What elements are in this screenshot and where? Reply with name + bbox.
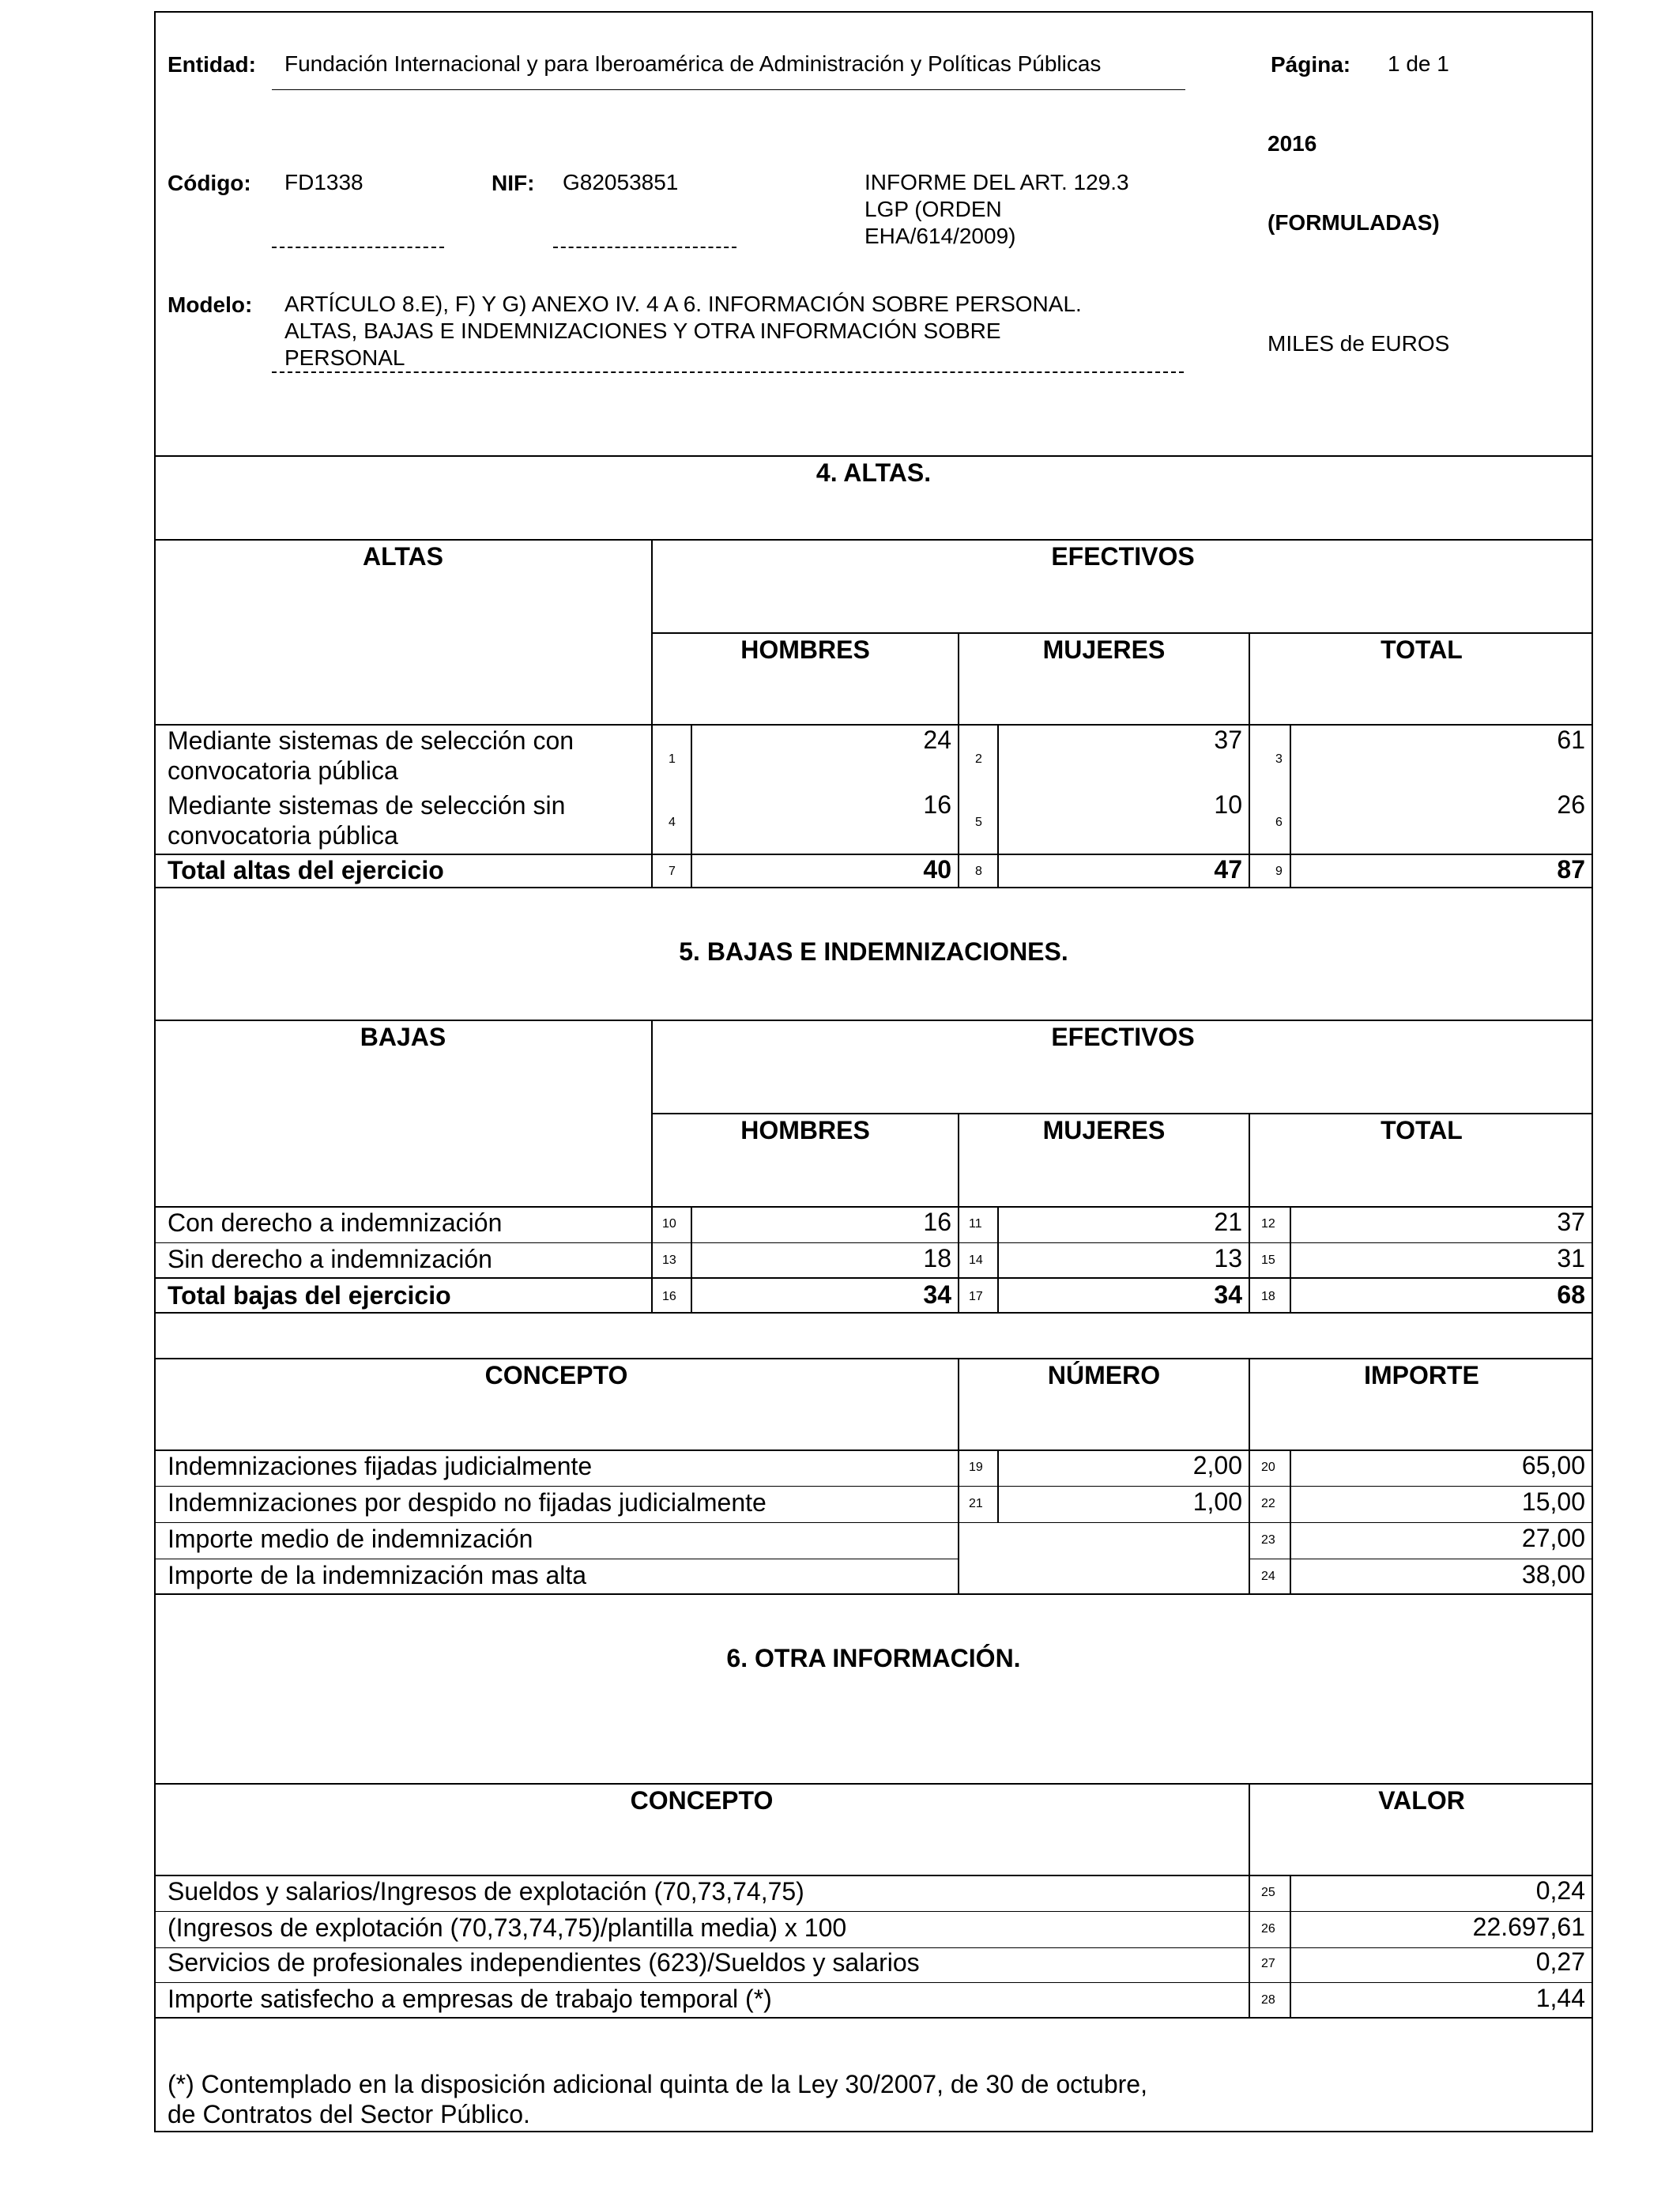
altas-mujeres-value: 10 xyxy=(1214,790,1242,819)
bajas-mujeres-value: 13 xyxy=(1214,1244,1242,1272)
indemn-numero-value: 2,00 xyxy=(1192,1451,1242,1480)
codigo-underline xyxy=(272,247,444,248)
otra-valor-value: 22.697,61 xyxy=(1472,1913,1585,1941)
section-title-bajas: 5. BAJAS E INDEMNIZACIONES. xyxy=(679,937,1068,966)
cell-code: 22 xyxy=(1261,1497,1275,1510)
cell-code: 12 xyxy=(1261,1217,1275,1231)
col-divider xyxy=(1249,1358,1250,1595)
otra-concepto-header: CONCEPTO xyxy=(630,1786,774,1815)
informe-line1: INFORME DEL ART. 129.3 xyxy=(864,170,1129,194)
modelo-line2: ALTAS, BAJAS E INDEMNIZACIONES Y OTRA INFORMACIÓN SOBRE xyxy=(284,319,1001,343)
cell-code: 24 xyxy=(1261,1570,1275,1583)
entidad-value: Fundación Internacional y para Iberoamérica de Administración y Políticas Públicas xyxy=(284,51,1102,76)
modelo-line1: ARTÍCULO 8.E), F) Y G) ANEXO IV. 4 A 6. INFORMACIÓN SOBRE PERSONAL. xyxy=(284,292,1082,316)
col-divider xyxy=(1249,1783,1250,2019)
otra-row-label: Servicios de profesionales independientes (623)/Sueldos y salarios xyxy=(168,1948,920,1977)
altas-row-label: Mediante sistemas de selección con xyxy=(168,726,574,755)
indemn-row-label: Importe medio de indemnización xyxy=(168,1525,533,1553)
indemn-numero-value: 1,00 xyxy=(1192,1487,1242,1516)
indemn-importe-value: 27,00 xyxy=(1521,1524,1585,1552)
col-divider xyxy=(651,1020,653,1314)
code-divider xyxy=(691,724,692,888)
divider xyxy=(651,632,1593,634)
nif-underline xyxy=(553,247,736,248)
col-divider xyxy=(1249,724,1250,888)
cell-code: 10 xyxy=(662,1217,676,1231)
cell-code: 25 xyxy=(1261,1886,1275,1899)
bajas-hombres-value: 18 xyxy=(923,1244,951,1272)
cell-code: 1 xyxy=(669,752,676,766)
bajas-col-label: BAJAS xyxy=(360,1023,446,1051)
indemn-importe-header: IMPORTE xyxy=(1364,1361,1479,1389)
altas-hombres-total: 40 xyxy=(923,855,951,884)
bajas-total-value: 31 xyxy=(1557,1244,1585,1272)
codigo-label: Código: xyxy=(168,171,251,195)
code-divider xyxy=(997,1206,999,1314)
indemn-row-label: Indemnizaciones fijadas judicialmente xyxy=(168,1452,593,1480)
altas-col-label: ALTAS xyxy=(363,542,443,571)
altas-row-label: Mediante sistemas de selección sin xyxy=(168,791,566,820)
cell-code: 7 xyxy=(669,865,676,878)
modelo-underline xyxy=(272,371,1184,373)
cell-code: 27 xyxy=(1261,1957,1275,1970)
divider xyxy=(154,539,1593,541)
bajas-mujeres-value: 21 xyxy=(1214,1208,1242,1236)
cell-code: 21 xyxy=(969,1497,983,1510)
indemn-row-label: Importe de la indemnización mas alta xyxy=(168,1561,587,1589)
row-divider xyxy=(154,1277,1593,1279)
altas-row-label: convocatoria pública xyxy=(168,756,398,785)
altas-hombres-header: HOMBRES xyxy=(740,635,870,664)
informe-line2: LGP (ORDEN xyxy=(864,197,1002,221)
bajas-total-row-label: Total bajas del ejercicio xyxy=(168,1281,451,1310)
cell-code: 4 xyxy=(669,816,676,829)
modelo-label: Modelo: xyxy=(168,292,253,317)
informe-line3: EHA/614/2009) xyxy=(864,224,1016,248)
divider xyxy=(154,455,1593,457)
col-divider xyxy=(958,1358,959,1595)
cell-code: 5 xyxy=(975,816,982,829)
cell-code: 28 xyxy=(1261,1993,1275,2007)
code-divider xyxy=(997,724,999,888)
bajas-efectivos-header: EFECTIVOS xyxy=(1051,1023,1195,1051)
bajas-mujeres-total: 34 xyxy=(1214,1280,1242,1309)
bajas-hombres-header: HOMBRES xyxy=(740,1116,870,1144)
col-divider xyxy=(651,539,653,888)
altas-efectivos-header: EFECTIVOS xyxy=(1051,542,1195,571)
code-divider xyxy=(1290,1875,1291,2019)
otra-row-label: Importe satisfecho a empresas de trabajo temporal (*) xyxy=(168,1985,772,2013)
bajas-grand-total: 68 xyxy=(1557,1280,1585,1309)
altas-mujeres-header: MUJERES xyxy=(1042,635,1166,664)
altas-total-value: 61 xyxy=(1557,726,1585,754)
indemn-importe-value: 38,00 xyxy=(1521,1560,1585,1589)
cell-code: 2 xyxy=(975,752,982,766)
formuladas-label: (FORMULADAS) xyxy=(1268,210,1440,235)
divider xyxy=(154,1020,1593,1021)
divider xyxy=(154,1593,1593,1595)
section-title-otra: 6. OTRA INFORMACIÓN. xyxy=(726,1644,1021,1672)
col-divider xyxy=(958,724,959,888)
indemn-row-label: Indemnizaciones por despido no fijadas judicialmente xyxy=(168,1488,767,1517)
altas-total-value: 26 xyxy=(1557,790,1585,819)
code-divider xyxy=(691,1206,692,1314)
row-divider xyxy=(154,1911,1593,1912)
indemn-numero-header: NÚMERO xyxy=(1047,1361,1161,1389)
otra-valor-value: 0,24 xyxy=(1535,1876,1585,1905)
indemn-importe-value: 65,00 xyxy=(1521,1451,1585,1480)
cell-code: 23 xyxy=(1261,1533,1275,1547)
cell-code: 14 xyxy=(969,1253,983,1267)
entidad-underline xyxy=(272,89,1185,90)
bajas-row-label: Con derecho a indemnización xyxy=(168,1208,503,1237)
cell-code: 9 xyxy=(1275,865,1283,878)
pagina-value: 1 de 1 xyxy=(1388,51,1449,76)
cell-code: 16 xyxy=(662,1290,676,1303)
divider xyxy=(154,1312,1593,1314)
cell-code: 11 xyxy=(969,1217,982,1231)
otra-row-label: Sueldos y salarios/Ingresos de explotación (70,73,74,75) xyxy=(168,1877,804,1906)
row-divider xyxy=(154,1242,1593,1243)
altas-total-header: TOTAL xyxy=(1381,635,1463,664)
cell-code: 17 xyxy=(969,1290,983,1303)
nif-label: NIF: xyxy=(492,171,535,195)
modelo-line3: PERSONAL xyxy=(284,345,405,370)
divider xyxy=(154,1358,1593,1359)
altas-hombres-value: 16 xyxy=(923,790,951,819)
row-divider xyxy=(154,1522,1593,1523)
entidad-label: Entidad: xyxy=(168,52,256,77)
altas-row-label: convocatoria pública xyxy=(168,821,398,850)
otra-row-label: (Ingresos de explotación (70,73,74,75)/plantilla media) x 100 xyxy=(168,1913,847,1942)
bajas-total-header: TOTAL xyxy=(1381,1116,1463,1144)
otra-valor-value: 0,27 xyxy=(1535,1947,1585,1976)
footnote: (*) Contemplado en la disposición adicional quinta de la Ley 30/2007, de 30 de octubre, xyxy=(168,2070,1147,2098)
bajas-hombres-value: 16 xyxy=(923,1208,951,1236)
codigo-value: FD1338 xyxy=(284,170,363,194)
indemn-importe-value: 15,00 xyxy=(1521,1487,1585,1516)
otra-valor-header: VALOR xyxy=(1378,1786,1465,1815)
code-divider xyxy=(1290,1206,1291,1314)
bajas-hombres-total: 34 xyxy=(923,1280,951,1309)
row-divider xyxy=(154,1486,1593,1487)
cell-code: 18 xyxy=(1261,1290,1275,1303)
divider xyxy=(154,1783,1593,1785)
cell-code: 26 xyxy=(1261,1922,1275,1936)
cell-code: 3 xyxy=(1275,752,1283,766)
altas-grand-total: 87 xyxy=(1557,855,1585,884)
divider xyxy=(154,887,1593,888)
altas-hombres-value: 24 xyxy=(923,726,951,754)
cell-code: 19 xyxy=(969,1461,983,1474)
divider xyxy=(154,2017,1593,2019)
indemn-concepto-header: CONCEPTO xyxy=(484,1361,628,1389)
cell-code: 8 xyxy=(975,865,982,878)
bajas-total-value: 37 xyxy=(1557,1208,1585,1236)
cell-code: 15 xyxy=(1261,1253,1275,1267)
bajas-row-label: Sin derecho a indemnización xyxy=(168,1245,492,1273)
units-label: MILES de EUROS xyxy=(1268,331,1450,356)
otra-valor-value: 1,44 xyxy=(1535,1984,1585,2012)
cell-code: 6 xyxy=(1275,816,1283,829)
section-title-altas: 4. ALTAS. xyxy=(816,458,932,487)
cell-code: 20 xyxy=(1261,1461,1275,1474)
pagina-label: Página: xyxy=(1271,52,1351,77)
code-divider xyxy=(1290,724,1291,888)
altas-mujeres-total: 47 xyxy=(1214,855,1242,884)
row-divider xyxy=(154,1982,1593,1983)
altas-mujeres-value: 37 xyxy=(1214,726,1242,754)
divider xyxy=(651,1113,1593,1114)
cell-code: 13 xyxy=(662,1253,676,1267)
nif-value: G82053851 xyxy=(563,170,679,194)
footnote: de Contratos del Sector Público. xyxy=(168,2100,530,2128)
bajas-mujeres-header: MUJERES xyxy=(1042,1116,1166,1144)
report-year: 2016 xyxy=(1268,131,1317,156)
altas-total-row-label: Total altas del ejercicio xyxy=(168,856,444,884)
